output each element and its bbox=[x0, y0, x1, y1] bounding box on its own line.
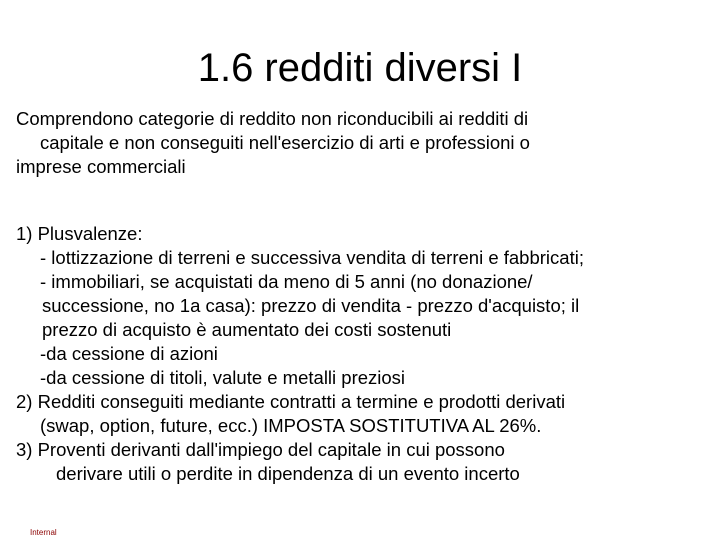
list-item: 3) Proventi derivanti dall'impiego del capitale in cui possono bbox=[16, 439, 505, 460]
classification-label: Internal bbox=[30, 528, 57, 537]
list-subitem: -da cessione di titoli, valute e metalli preziosi bbox=[40, 367, 406, 388]
spacer bbox=[16, 179, 716, 222]
intro-line: imprese commerciali bbox=[16, 156, 186, 177]
list-item-label: 1) Plusvalenze: bbox=[16, 223, 143, 244]
intro-line: Comprendono categorie di reddito non riconducibili ai redditi di bbox=[16, 108, 529, 129]
list-subitem: -da cessione di azioni bbox=[40, 343, 218, 364]
list-item-continuation: derivare utili o perdite in dipendenza di un evento incerto bbox=[56, 463, 520, 484]
list-subitem: - immobiliari, se acquistati da meno di 5 anni (no donazione/ bbox=[40, 271, 533, 292]
list-item: 2) Redditi conseguiti mediante contratti a termine e prodotti derivati bbox=[16, 391, 566, 412]
list-item-continuation: (swap, option, future, ecc.) IMPOSTA SOSTITUTIVA AL 26%. bbox=[40, 415, 542, 436]
list-subitem: prezzo di acquisto è aumentato dei costi sostenuti bbox=[42, 319, 452, 340]
intro-line: capitale e non conseguiti nell'esercizio di arti e professioni o bbox=[40, 132, 530, 153]
slide-title: 1.6 redditi diversi I bbox=[197, 46, 523, 90]
list-subitem: - lottizzazione di terreni e successiva vendita di terreni e fabbricati; bbox=[40, 247, 584, 268]
list-subitem: successione, no 1a casa): prezzo di vendita - prezzo d'acquisto; il bbox=[42, 295, 580, 316]
slide-body bbox=[16, 107, 716, 486]
